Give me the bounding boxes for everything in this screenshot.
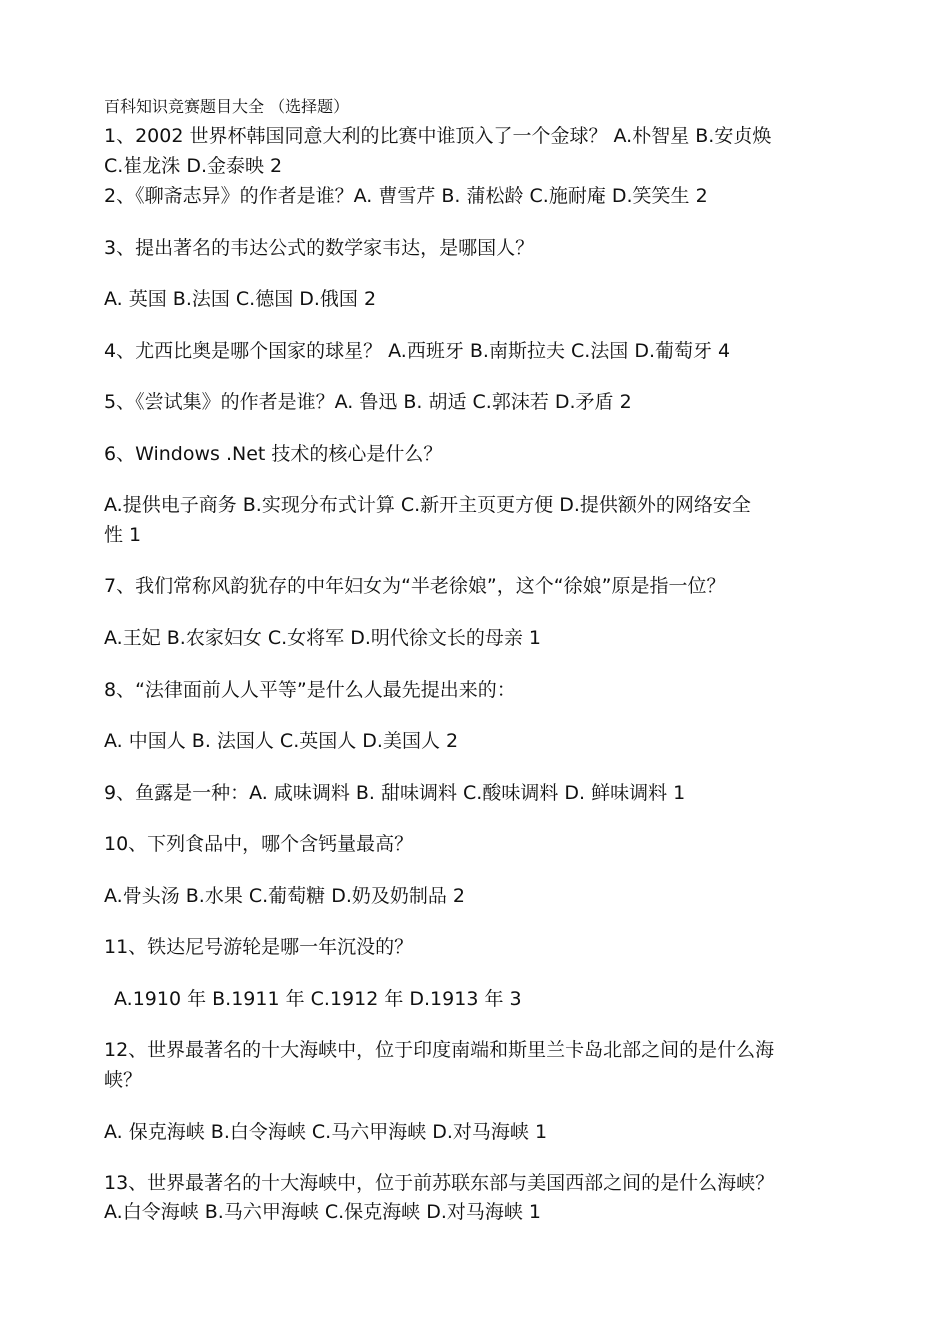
text-line: 5、《尝试集》的作者是谁？A. 鲁迅 B. 胡适 C.郭沫若 D.矛盾 2 (104, 391, 632, 413)
text-line: 12、世界最著名的十大海峡中，位于印度南端和斯里兰卡岛北部之间的是什么海 (104, 1039, 775, 1061)
text-line: A. 英国 B.法国 C.德国 D.俄国 2 (104, 288, 377, 310)
text-line: 峡？ (104, 1069, 143, 1091)
text-line: 3、提出著名的韦达公式的数学家韦达，是哪国人？ (104, 237, 535, 259)
text-line: 2、《聊斋志异》的作者是谁？A. 曹雪芹 B. 蒲松龄 C.施耐庵 D.笑笑生 2 (104, 185, 708, 207)
text-line: A. 保克海峡 B.白令海峡 C.马六甲海峡 D.对马海峡 1 (104, 1121, 548, 1143)
text-line: 10、下列食品中，哪个含钙量最高？ (104, 833, 414, 855)
text-line: A.骨头汤 B.水果 C.葡萄糖 D.奶及奶制品 2 (104, 885, 466, 907)
text-line: 1、2002 世界杯韩国同意大利的比赛中谁顶入了一个金球？ A.朴智星 B.安贞焕 (104, 125, 772, 147)
text-line: A.王妃 B.农家妇女 C.女将军 D.明代徐文长的母亲 1 (104, 627, 542, 649)
document-title: 百科知识竞赛题目大全 （选择题） (104, 97, 350, 116)
text-line: A. 中国人 B. 法国人 C.英国人 D.美国人 2 (104, 730, 459, 752)
text-line: 9、鱼露是一种：A. 咸味调料 B. 甜味调料 C.酸味调料 D. 鲜味调料 1 (104, 782, 686, 804)
text-line: 13、世界最著名的十大海峡中，位于前苏联东部与美国西部之间的是什么海峡？ (104, 1172, 775, 1194)
text-line: 7、我们常称风韵犹存的中年妇女为“半老徐娘”，这个“徐娘”原是指一位？ (104, 575, 726, 597)
text-line: 6、Windows .Net 技术的核心是什么？ (104, 443, 443, 465)
text-line: 11、铁达尼号游轮是哪一年沉没的？ (104, 936, 414, 958)
text-line: A.1910 年 B.1911 年 C.1912 年 D.1913 年 3 (114, 988, 522, 1010)
text-line: A.白令海峡 B.马六甲海峡 C.保克海峡 D.对马海峡 1 (104, 1201, 542, 1223)
text-line: C.崔龙洙 D.金泰映 2 (104, 155, 283, 177)
text-line: 4、尤西比奥是哪个国家的球星？ A.西班牙 B.南斯拉夫 C.法国 D.葡萄牙 4 (104, 340, 731, 362)
text-line: 性 1 (104, 524, 142, 546)
text-line: 8、“法律面前人人平等”是什么人最先提出来的： (104, 679, 516, 701)
text-line: A.提供电子商务 B.实现分布式计算 C.新开主页更方便 D.提供额外的网络安全 (104, 494, 751, 516)
